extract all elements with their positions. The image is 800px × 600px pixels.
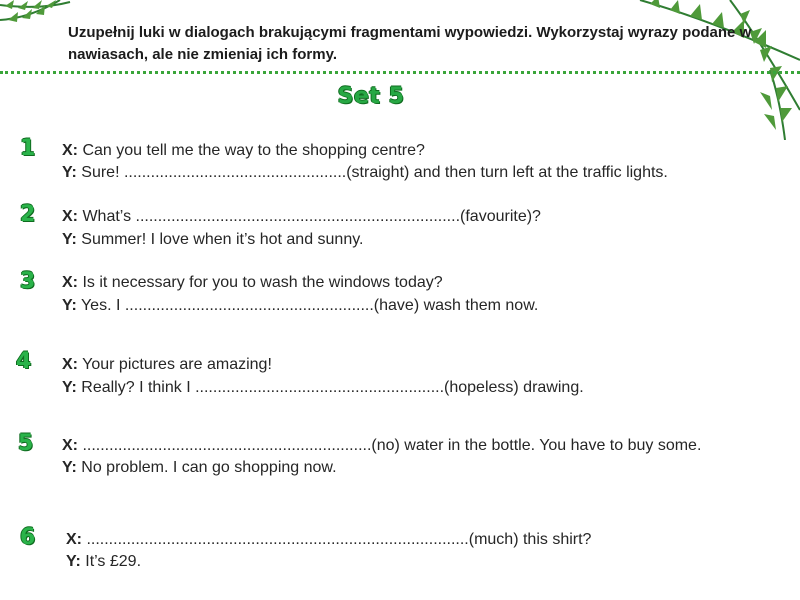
dialog-text: Yes. I ........................................................(have) wash them now. xyxy=(80,297,539,314)
speaker-x-label: X: xyxy=(66,531,82,548)
dialog-text: Can you tell me the way to the shopping centre? xyxy=(82,142,425,159)
speaker-y-label: Y: xyxy=(62,297,77,314)
dialog-line-y xyxy=(62,457,337,479)
dialog-text: ......................................................................................(much) this shirt? xyxy=(86,531,592,548)
dialog-text: Summer! I love when it’s hot and sunny. xyxy=(81,231,364,248)
dialog-text: Really? I think I ........................................................(hopeless) drawing. xyxy=(81,379,584,396)
dialog-line-y xyxy=(62,162,668,184)
speaker-x-label: X: xyxy=(62,142,78,159)
item-number: 1 xyxy=(20,136,36,161)
dotted-divider xyxy=(0,71,800,74)
item-number: 6 xyxy=(20,525,36,550)
dialog-line-y xyxy=(62,295,538,317)
speaker-y-label: Y: xyxy=(62,379,77,396)
dialog-line-y xyxy=(62,229,363,251)
speaker-x-label: X: xyxy=(62,274,78,291)
dialog-text: It’s £29. xyxy=(85,553,142,570)
palm-leaves-right-icon xyxy=(620,0,800,140)
speaker-y-label: Y: xyxy=(66,553,81,570)
dialog-line-x xyxy=(62,140,425,162)
dialog-text: Sure! ..................................................(straight) and then turn left at the traffic lights. xyxy=(81,164,668,181)
dialog-line-x xyxy=(62,272,443,294)
dialog-text: What’s .........................................................................(favourite)? xyxy=(82,208,541,225)
dialog-line-x xyxy=(62,435,701,457)
speaker-x-label: X: xyxy=(62,356,78,373)
dialog-line-y xyxy=(62,377,584,399)
speaker-y-label: Y: xyxy=(62,164,77,181)
set-title: Set 5 xyxy=(337,84,405,109)
dialog-line-x xyxy=(62,206,541,228)
item-number: 3 xyxy=(20,269,36,294)
dialog-text: No problem. I can go shopping now. xyxy=(81,459,337,476)
speaker-x-label: X: xyxy=(62,208,78,225)
item-number: 5 xyxy=(18,431,34,456)
dialog-text: Is it necessary for you to wash the windows today? xyxy=(82,274,443,291)
dialog-line-x xyxy=(66,529,591,551)
speaker-x-label: X: xyxy=(62,437,78,454)
dialog-line-y xyxy=(66,551,141,573)
dialog-line-x xyxy=(62,354,272,376)
item-number: 4 xyxy=(16,349,32,374)
dialog-text: .................................................................(no) water in the bottle. You have to buy some. xyxy=(82,437,702,454)
speaker-y-label: Y: xyxy=(62,459,77,476)
task-instruction: Uzupełnij luki w dialogach brakującymi fragmentami wypowiedzi. Wykorzystaj wyrazy podane w nawiasach, ale nie zmieniaj ich formy. xyxy=(68,24,752,63)
dialog-text: Your pictures are amazing! xyxy=(82,356,272,373)
speaker-y-label: Y: xyxy=(62,231,77,248)
item-number: 2 xyxy=(20,202,36,227)
